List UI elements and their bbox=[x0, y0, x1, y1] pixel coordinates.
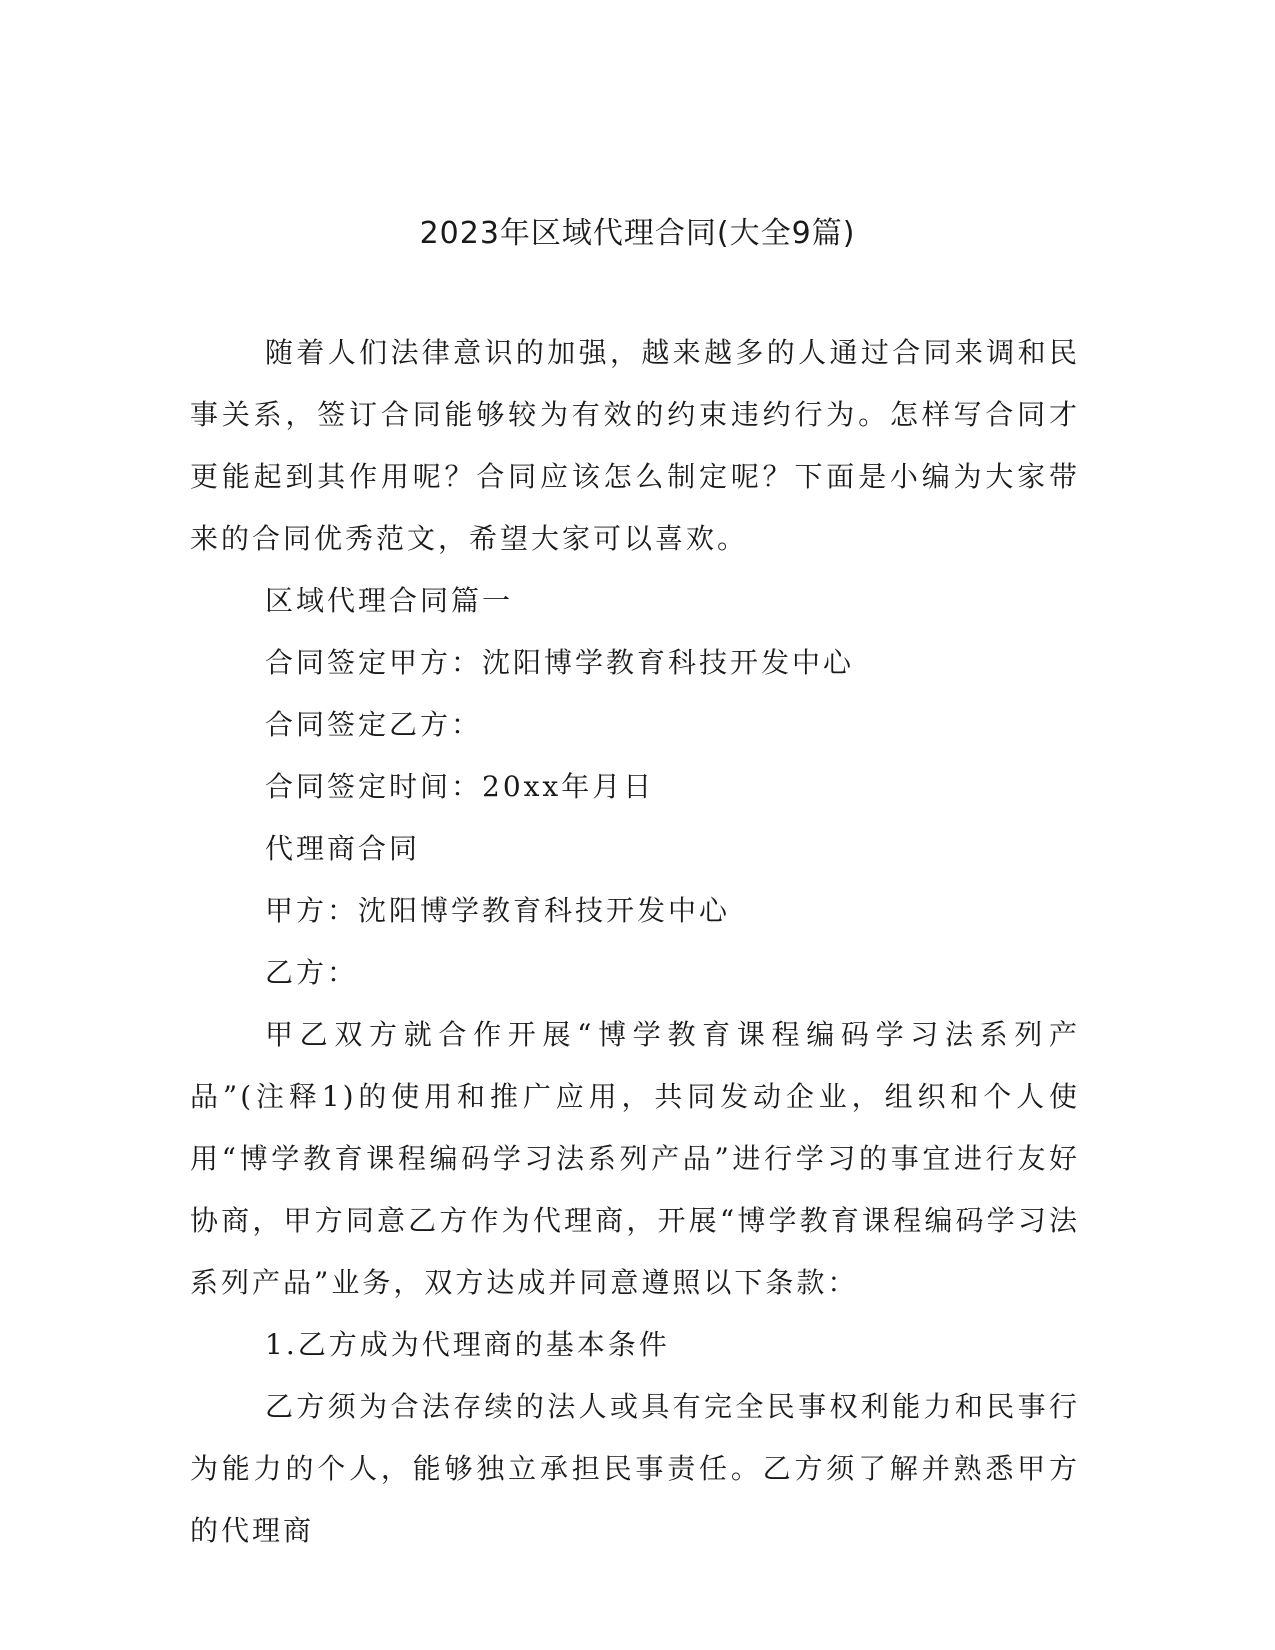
agreement-paragraph: 甲乙双方就合作开展“博学教育课程编码学习法系列产品”(注释1)的使用和推广应用，共同发动企业，组织和个人使用“博学教育课程编码学习法系列产品”进行学习的事宜进行友好协商，甲方同意乙方作为代理商，开展“博学教育课程编码学习法系列产品”业务，双方达成并同意遵照以下条款： bbox=[190, 1018, 1080, 1299]
party-b-name: 乙方： bbox=[265, 956, 359, 989]
section-heading-part-one: 区域代理合同篇一 bbox=[265, 584, 514, 617]
party-b-line: 合同签定乙方： bbox=[265, 708, 483, 741]
party-a-name: 甲方：沈阳博学教育科技开发中心 bbox=[265, 894, 731, 927]
intro-paragraph: 随着人们法律意识的加强，越来越多的人通过合同来调和民事关系，签订合同能够较为有效的约束违约行为。怎样写合同才更能起到其作用呢？合同应该怎么制定呢？下面是小编为大家带来的合同优秀范文，希望大家可以喜欢。 bbox=[190, 336, 1080, 555]
signing-date-line: 合同签定时间：20xx年月日 bbox=[265, 770, 655, 803]
party-a-line: 合同签定甲方：沈阳博学教育科技开发中心 bbox=[265, 646, 855, 679]
clause-heading-1: 1.乙方成为代理商的基本条件 bbox=[265, 1328, 670, 1361]
contract-subtitle: 代理商合同 bbox=[265, 832, 421, 865]
clause-1-paragraph: 乙方须为合法存续的法人或具有完全民事权利能力和民事行为能力的个人，能够独立承担民事责任。乙方须了解并熟悉甲方的代理商 bbox=[190, 1390, 1080, 1547]
document-body bbox=[190, 322, 1080, 1562]
document-title: 2023年区域代理合同(大全9篇) bbox=[419, 216, 856, 251]
